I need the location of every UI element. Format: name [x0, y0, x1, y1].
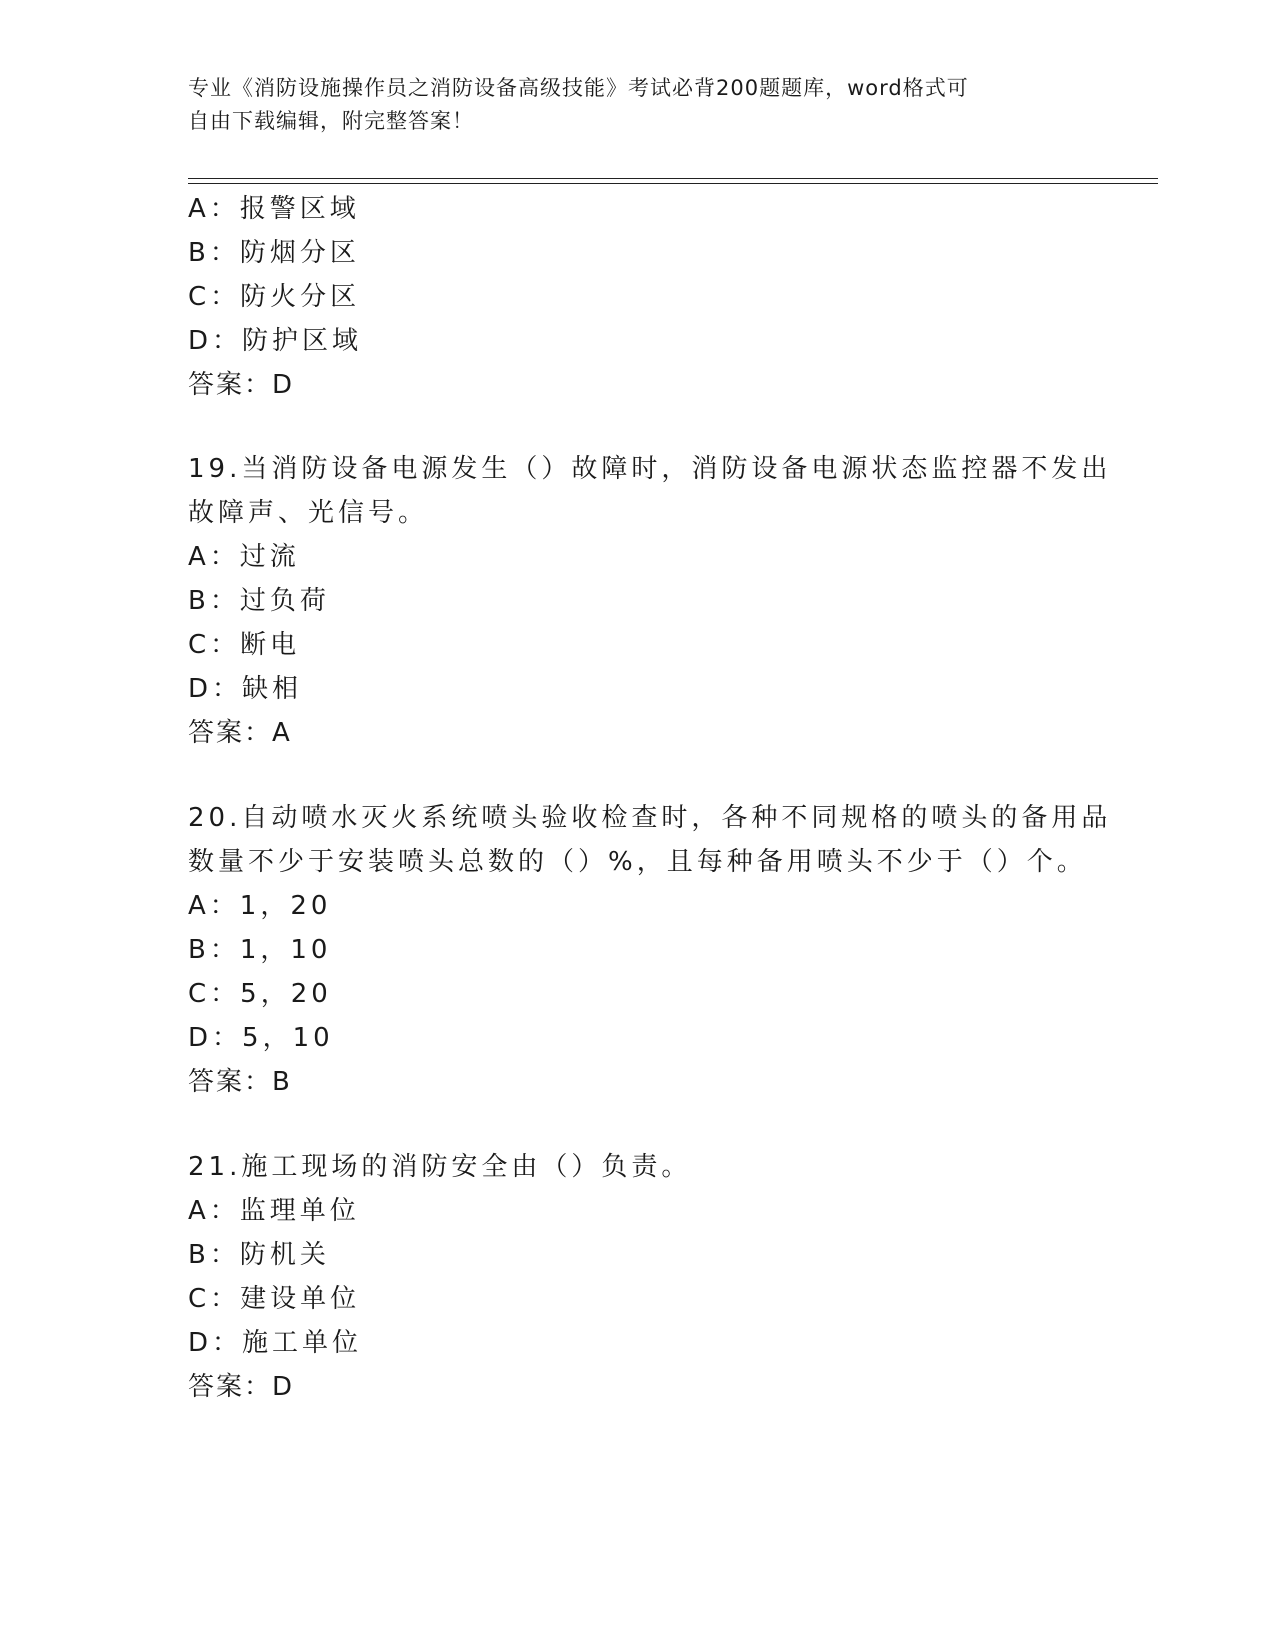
option-b: B：防机关: [188, 1240, 330, 1270]
option-b: B：过负荷: [188, 586, 330, 616]
option-a: A：监理单位: [188, 1196, 360, 1226]
option-c: C：5，20: [188, 979, 332, 1009]
option-c: C：防火分区: [188, 282, 361, 312]
document-header: [188, 72, 1088, 138]
header-line-2: 自由下载编辑，附完整答案！: [188, 109, 474, 133]
option-d: D：施工单位: [188, 1328, 363, 1358]
option-d: D：缺相: [188, 674, 303, 704]
option-a: A：报警区域: [188, 194, 360, 224]
option-b: B：防烟分区: [188, 238, 360, 268]
question-stem-line-1: 20.自动喷水灭火系统喷头验收检查时，各种不同规格的喷头的备用品: [188, 803, 1112, 833]
option-d: D：防护区域: [188, 326, 363, 356]
option-b: B：1，10: [188, 935, 332, 965]
answer: 答案：A: [188, 718, 292, 748]
answer: 答案：B: [188, 1067, 292, 1097]
question-stem-line-1: 21.施工现场的消防安全由（）负责。: [188, 1152, 692, 1182]
option-d: D：5，10: [188, 1023, 334, 1053]
answer: 答案：D: [188, 370, 295, 400]
question-stem-line-2: 故障声、光信号。: [188, 498, 429, 528]
option-c: C：断电: [188, 630, 301, 660]
header-line-1: 专业《消防设施操作员之消防设备高级技能》考试必背200题题库，word格式可: [188, 76, 969, 100]
option-a: A：过流: [188, 542, 300, 572]
question-stem-line-1: 19.当消防设备电源发生（）故障时，消防设备电源状态监控器不发出: [188, 454, 1112, 484]
option-c: C：建设单位: [188, 1284, 361, 1314]
header-divider: [188, 178, 1158, 184]
question-stem-line-2: 数量不少于安装喷头总数的（）%，且每种备用喷头不少于（）个。: [188, 847, 1087, 877]
answer: 答案：D: [188, 1372, 295, 1402]
option-a: A：1，20: [188, 891, 332, 921]
